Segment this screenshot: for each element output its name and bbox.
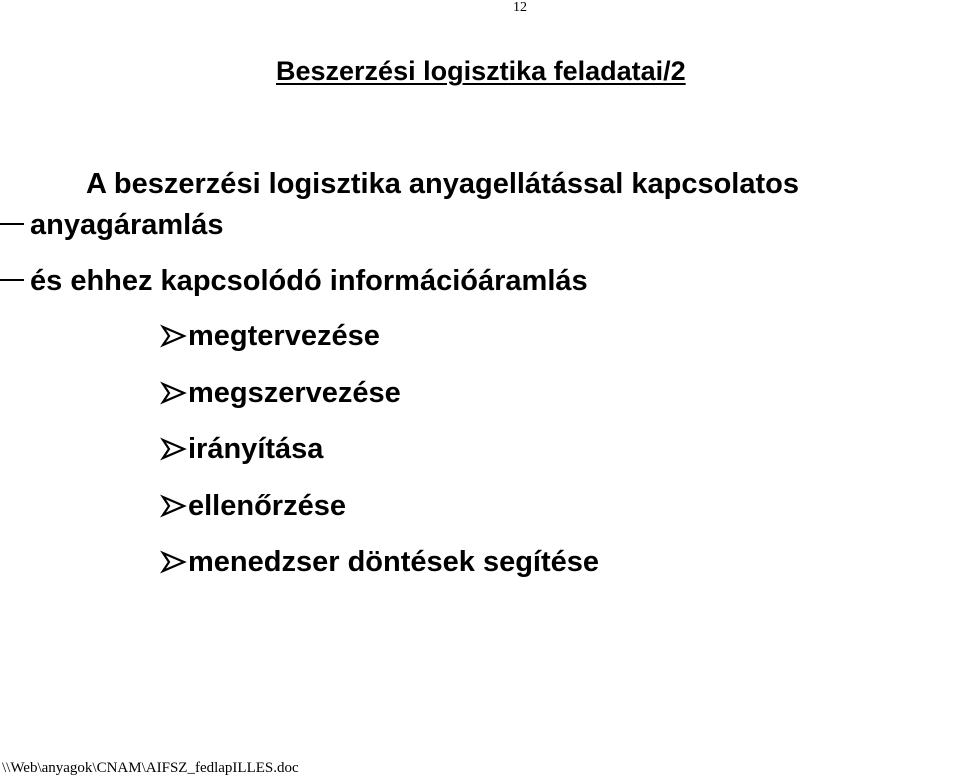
task-list-item	[160, 376, 599, 433]
arrow-bullet-icon	[160, 545, 188, 579]
arrow-bullet-icon	[160, 376, 188, 410]
intro-line-1-text: A beszerzési logisztika anyagellátással kapcsolatos	[86, 168, 799, 200]
intro-line-3	[0, 264, 588, 298]
intro-line-1	[86, 167, 799, 201]
task-list-item	[160, 489, 599, 546]
arrow-bullet-icon	[160, 489, 188, 523]
dash-icon	[0, 279, 24, 281]
intro-line-3-text: és ehhez kapcsolódó információáramlás	[30, 265, 588, 297]
task-list-item-label: megszervezése	[188, 376, 401, 409]
task-list-item-label: ellenőrzése	[188, 489, 346, 522]
arrow-bullet-icon	[160, 432, 188, 466]
task-list-item	[160, 545, 599, 602]
dash-icon	[0, 223, 24, 225]
intro-line-2	[0, 208, 223, 242]
task-list	[160, 319, 599, 602]
footer-file-path: \\Web\anyagok\CNAM\AIFSZ_fedlapILLES.doc	[2, 760, 299, 776]
task-list-item-label: irányítása	[188, 433, 324, 465]
intro-line-2-text: anyagáramlás	[30, 209, 224, 241]
page-number: 12	[513, 0, 527, 15]
page-title: Beszerzési logisztika feladatai/2	[276, 56, 686, 86]
task-list-item	[160, 432, 599, 489]
task-list-item	[160, 319, 599, 376]
task-list-item-label: menedzser döntések segítése	[188, 546, 600, 578]
task-list-item-label: megtervezése	[188, 320, 380, 352]
arrow-bullet-icon	[160, 319, 188, 353]
